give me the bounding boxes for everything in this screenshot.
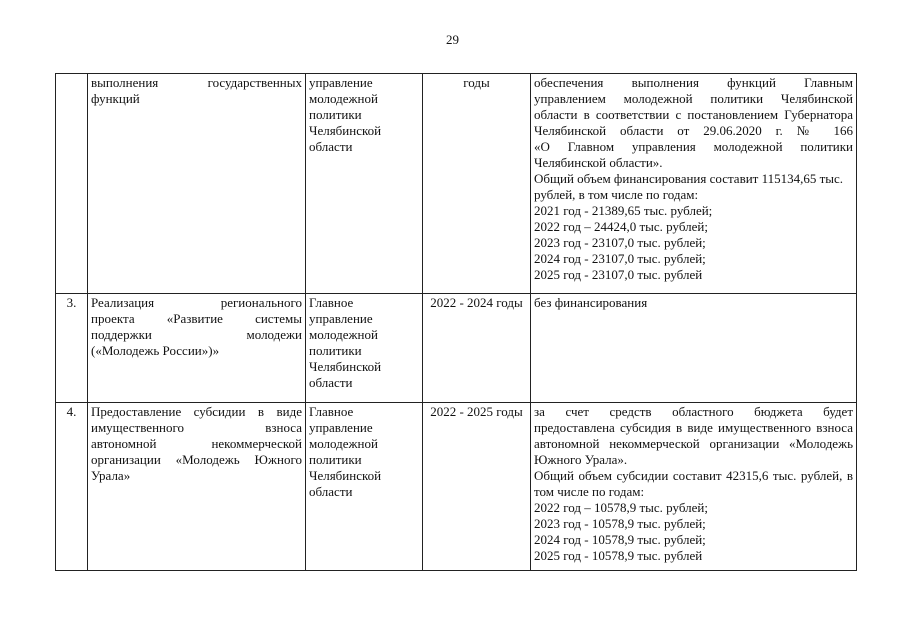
row-number-cell: 3. [56, 294, 88, 403]
text-line: управление [309, 420, 373, 435]
text-line: области [309, 484, 353, 499]
text-line: («Молодежь России»)» [91, 343, 220, 358]
text-line: 2025 год - 10578,9 тыс. рублей [534, 548, 703, 563]
text-line: без финансирования [534, 295, 648, 310]
text-line: «О Главном управления молодежной политики [534, 139, 853, 154]
text-line: Реализация регионального [91, 295, 302, 310]
text-line: Главное [309, 404, 354, 419]
program-table [55, 73, 857, 571]
text-line: Челябинской [309, 123, 382, 138]
text-line: поддержки молодежи [91, 327, 302, 342]
text-line: политики [309, 343, 362, 358]
text-line: предоставлена субсидия в виде имущественного взноса [534, 420, 853, 435]
period-cell: 2022 - 2024 годы [423, 294, 531, 403]
text-line: управление [309, 75, 373, 90]
text-line: обеспечения выполнения функций Главным [534, 75, 853, 90]
text-line: Предоставление субсидии в виде [91, 404, 302, 419]
text-line: области [309, 375, 353, 390]
text-line: Челябинской [309, 468, 382, 483]
executor-cell [306, 403, 423, 571]
text-line: молодежной [309, 436, 378, 451]
measure-name-cell [88, 74, 306, 294]
text-line: политики [309, 452, 362, 467]
text-line: организации «Молодежь Южного [91, 452, 302, 467]
text-line: 2022 год – 24424,0 тыс. рублей; [534, 219, 708, 234]
text-line: молодежной [309, 91, 378, 106]
text-line: Общий объем финансирования составит 115134,65 тыс. [534, 171, 844, 186]
period-cell: 2022 - 2025 годы [423, 403, 531, 571]
text-line: 2023 год - 23107,0 тыс. рублей; [534, 235, 706, 250]
text-line: Челябинской области от 29.06.2020 г. № 166 [534, 123, 853, 138]
text-line: политики [309, 107, 362, 122]
text-line: функций [91, 91, 140, 106]
text-line: за счет средств областного бюджета будет [534, 404, 853, 419]
text-line: области [309, 139, 353, 154]
text-line: автономной некоммерческой организации «Молодежь [534, 436, 853, 451]
text-line: проекта «Развитие системы [91, 311, 302, 326]
table-row [56, 403, 857, 571]
text-line: Общий объем субсидии составит 42315,6 тыс. рублей, в [534, 468, 853, 483]
text-line: области в соответствии с постановлением Губернатора [534, 107, 853, 122]
text-line: автономной некоммерческой [91, 436, 302, 451]
executor-cell [306, 74, 423, 294]
text-line: управление [309, 311, 373, 326]
page-number: 29 [446, 32, 459, 47]
text-line: имущественного взноса [91, 420, 302, 435]
text-line: Челябинской области». [534, 155, 663, 170]
text-line: 2022 год – 10578,9 тыс. рублей; [534, 500, 708, 515]
text-line: 2025 год - 23107,0 тыс. рублей [534, 267, 703, 282]
financing-cell [531, 294, 857, 403]
text-line: молодежной [309, 327, 378, 342]
text-line: 2023 год - 10578,9 тыс. рублей; [534, 516, 706, 531]
table-row [56, 74, 857, 294]
measure-name-cell [88, 403, 306, 571]
text-line: том числе по годам: [534, 484, 645, 499]
row-number-cell: 4. [56, 403, 88, 571]
text-line: 2021 год - 21389,65 тыс. рублей; [534, 203, 713, 218]
text-line: 2024 год - 23107,0 тыс. рублей; [534, 251, 706, 266]
period-cell: годы [423, 74, 531, 294]
financing-cell [531, 74, 857, 294]
text-line: выполнения государственных [91, 75, 302, 90]
text-line: Главное [309, 295, 354, 310]
row-number-cell [56, 74, 88, 294]
text-line: рублей, в том числе по годам: [534, 187, 699, 202]
measure-name-cell [88, 294, 306, 403]
table-row [56, 294, 857, 403]
text-line: Южного Урала». [534, 452, 628, 467]
financing-cell [531, 403, 857, 571]
text-line: Урала» [91, 468, 131, 483]
executor-cell [306, 294, 423, 403]
text-line: управлением молодежной политики Челябинской [534, 91, 853, 106]
text-line: Челябинской [309, 359, 382, 374]
text-line: 2024 год - 10578,9 тыс. рублей; [534, 532, 706, 547]
